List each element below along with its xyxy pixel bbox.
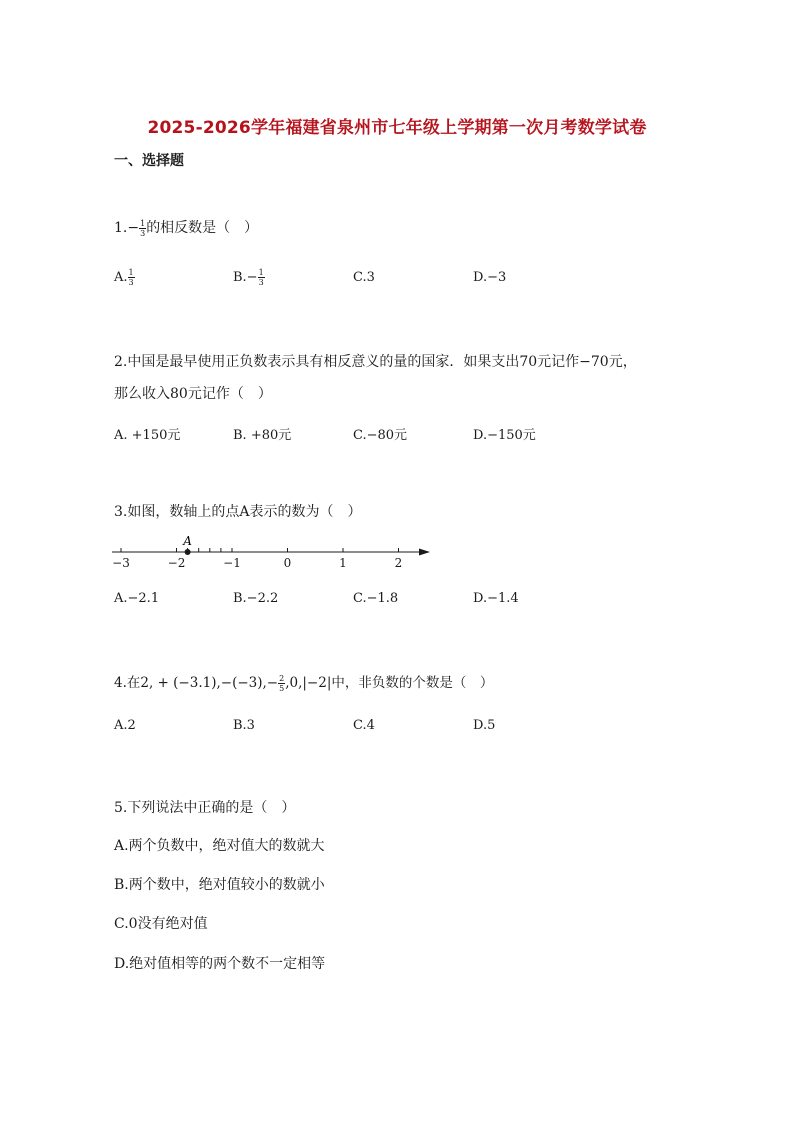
number-line-tick-label: −1 [223,556,241,570]
question-3: 3.如图，数轴上的点A表示的数为（ ） [114,504,362,520]
question-1-option-c[interactable]: C.3 [353,270,375,285]
question-2-option-d[interactable]: D.−150元 [473,428,536,443]
number-line-tick-label: −2 [167,556,186,570]
number-line-arrow [419,549,430,556]
exam-title: 2025-2026学年福建省泉州市七年级上学期第一次月考数学试卷 [147,118,647,138]
question-1-option-d[interactable]: D.−3 [473,270,507,285]
question-5-option-a[interactable]: A.两个负数中，绝对值大的数就大 [114,838,325,854]
question-1-fraction: $\frac{1}{3}$ [140,218,146,238]
question-4-suffix: ,0,|−2|中，非负数的个数是（ ） [285,675,494,691]
question-3-option-a[interactable]: A.−2.1 [114,591,160,606]
question-5-option-d[interactable]: D.绝对值相等的两个数不一定相等 [114,956,326,972]
point-a-label: A [183,534,192,548]
point-a-dot [185,549,191,555]
question-2-option-a[interactable]: A. +150元 [114,428,181,443]
question-1 [114,217,258,238]
option-a-fraction: $\frac{1}{3}$ [128,268,134,287]
question-4-fraction: $\frac{2}{5}$ [279,674,285,693]
number-line-tick-label: 0 [283,556,292,570]
question-4-option-a[interactable]: A.2 [114,718,136,733]
question-1-option-b[interactable]: B.− $\frac{1}{3}$ [233,268,264,287]
question-5: 5.下列说法中正确的是（ ） [114,800,296,816]
section-heading: 一、选择题 [114,153,184,169]
question-4-option-b[interactable]: B.3 [233,718,255,733]
question-2-option-c[interactable]: C.−80元 [353,428,408,443]
question-2-line-2: 那么收入80元记作（ ） [114,386,272,402]
question-2-line-1: 2.中国是最早使用正负数表示具有相反意义的量的国家．如果支出70元记作−70元， [114,354,637,370]
option-b-fraction: $\frac{1}{3}$ [258,268,264,287]
question-5-option-c[interactable]: C.0没有绝对值 [114,916,208,932]
question-2-option-b[interactable]: B. +80元 [233,428,292,443]
question-1-suffix: 的相反数是（ ） [146,220,259,236]
question-5-option-b[interactable]: B.两个数中，绝对值较小的数就小 [114,877,325,893]
number-line-tick-label: 2 [394,556,403,570]
question-4-prefix: 4.在2, + (−3.1),−(−3),− [114,675,279,691]
question-4-option-c[interactable]: C.4 [353,718,375,733]
number-line-figure [110,530,440,574]
question-4 [114,671,493,693]
question-1-prefix: 1.− [114,220,140,236]
question-1-option-a[interactable]: A. $\frac{1}{3}$ [114,268,134,287]
number-line-tick-label: 1 [339,556,347,570]
question-3-option-c[interactable]: C.−1.8 [353,591,399,606]
number-line-tick-label: −3 [112,556,130,570]
question-3-option-b[interactable]: B.−2.2 [233,591,279,606]
question-3-option-d[interactable]: D.−1.4 [473,591,519,606]
question-4-option-d[interactable]: D.5 [473,718,496,733]
